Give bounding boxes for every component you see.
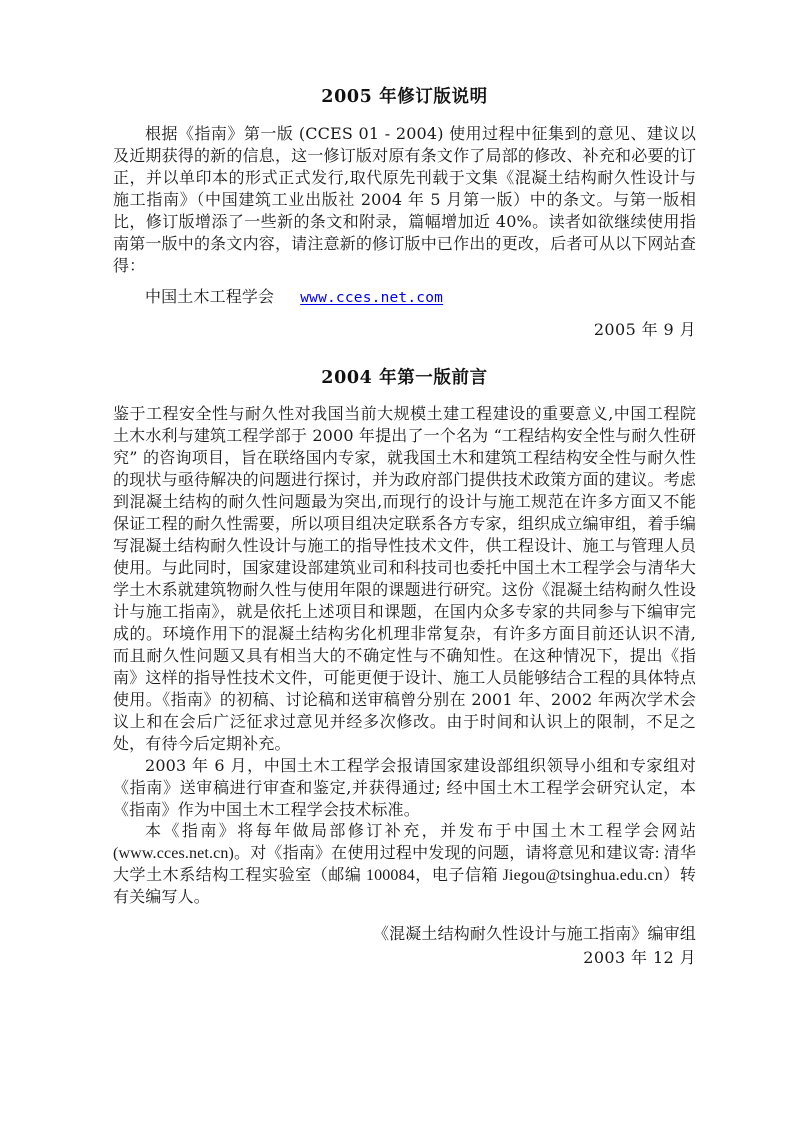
cces-website-link[interactable]: www.cces.net.com	[300, 289, 444, 306]
editorial-committee-signature: 《混凝土结构耐久性设计与施工指南》编审组	[372, 924, 696, 944]
page-content	[113, 86, 696, 969]
section-heading-first-edition-preface: 2004 年第一版前言	[321, 367, 488, 388]
preface-signature-date: 2003 年 12 月	[583, 948, 696, 968]
revision-note-paragraph: 根据《指南》第一版 (CCES 01 - 2004) 使用过程中征集到的意见、建议以及近期获得的新的信息，这一修订版对原有条文作了局部的修改、补充和必要的订正，并以单印本的形式正式发行,取代原先刊载于文集《混凝土结构耐久性设计与施工指南》（中国建筑工业出版社 2004 年 5 月第一版）中的条文。与第一版相比，修订版增添了一些新的条文和附录，篇幅增加近 40%。读者如欲继续使用指南第一版中的条文内容，请注意新的修订版中已作出的更改，后者可从以下网站查得：	[113, 123, 696, 275]
revision-note-date: 2005 年 9 月	[593, 319, 696, 339]
organization-line	[113, 286, 696, 309]
preface-paragraph-1: 鉴于工程安全性与耐久性对我国当前大规模土建工程建设的重要意义,中国工程院土木水利与建筑工程学部于 2000 年提出了一个名为 “工程结构安全性与耐久性研究” 的咨询项目，旨在联络国内专家，就我国土木和建筑工程结构安全性与耐久性的现状与亟待解决的问题进行探讨，并为政府部门提供技术政策方面的建议。考虑到混凝土结构的耐久性问题最为突出,而现行的设计与施工规范在许多方面又不能保证工程的耐久性需要，所以项目组决定联系各方专家，组织成立编审组，着手编写混凝土结构耐久性设计与施工的指导性技术文件，供工程设计、施工与管理人员使用。与此同时，国家建设部建筑业司和科技司也委托中国土木工程学会与清华大学土木系就建筑物耐久性与使用年限的课题进行研究。这份《混凝土结构耐久性设计与施工指南》，就是依托上述项目和课题，在国内众多专家的共同参与下编审完成的。环境作用下的混凝土结构劣化机理非常复杂，有许多方面目前还认识不清,而且耐久性问题又具有相当大的不确定性与不确知性。在这种情况下，提出《指南》这样的指导性技术文件，可能更便于设计、施工人员能够结合工程的具体特点使用。《指南》的初稿、讨论稿和送审稿曾分别在 2001 年、2002 年两次学术会议上和在会后广泛征求过意见并经多次修改。由于时间和认识上的限制，不足之处，有待今后定期补充。	[113, 404, 696, 754]
preface-paragraph-3: 本《指南》将每年做局部修订补充，并发布于中国土木工程学会网站 (www.cces.net.cn)。对《指南》在使用过程中发现的问题，请将意见和建议寄: 清华大学土木系结构工程实验室（邮编 100084，电子信箱 Jiegou@tsinghua.edu.cn）转有关编写人。	[113, 823, 696, 907]
organization-name: 中国土木工程学会	[145, 286, 275, 306]
section-heading-revision-note: 2005 年修订版说明	[321, 87, 488, 107]
preface-paragraph-2: 2003 年 6 月，中国土木工程学会报请国家建设部组织领导小组和专家组对《指南》送审稿进行审查和鉴定,并获得通过; 经中国土木工程学会研究认定，本《指南》作为中国土木工程学会技术标准。	[113, 756, 696, 820]
